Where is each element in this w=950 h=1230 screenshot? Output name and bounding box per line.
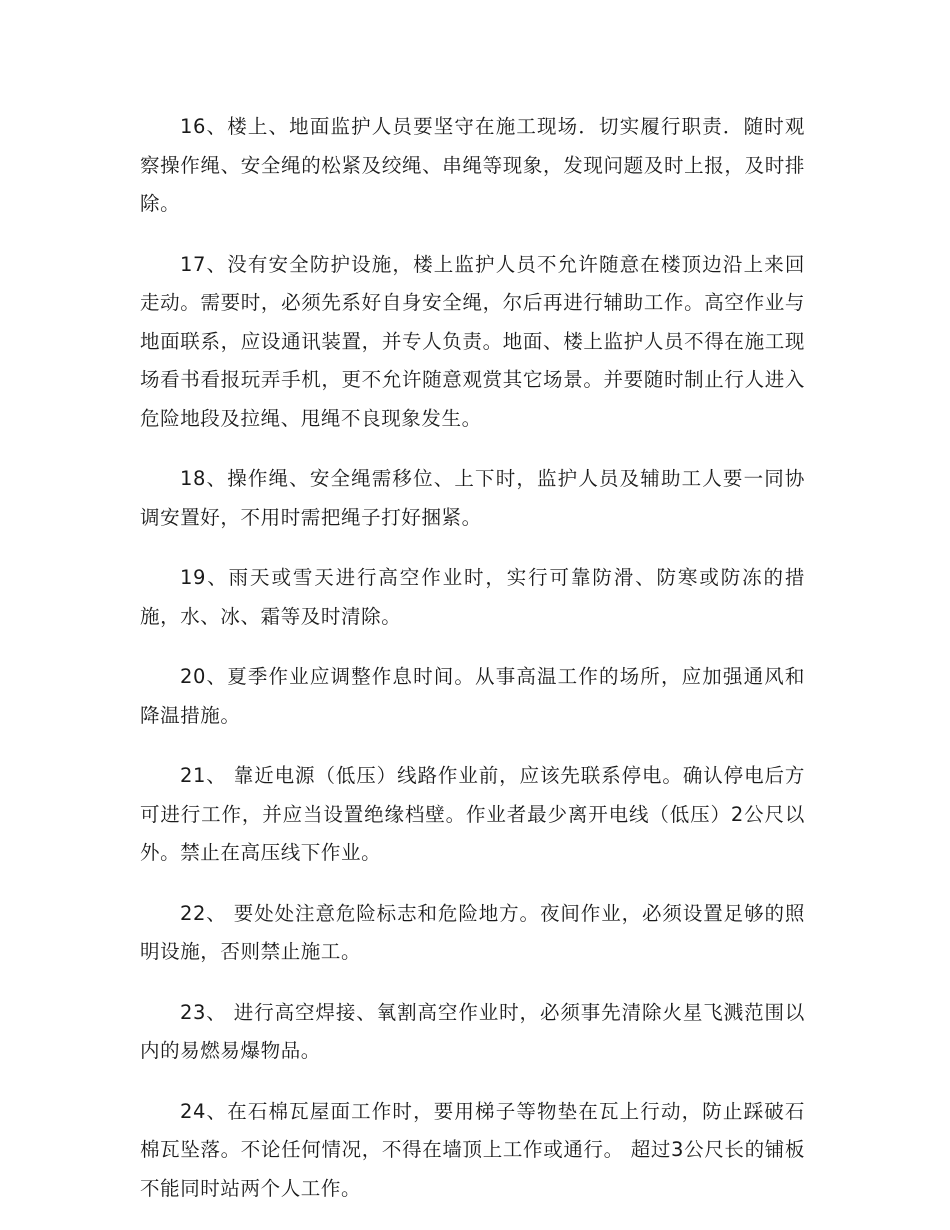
paragraph-17: 17、没有安全防护设施，楼上监护人员不允许随意在楼顶边沿上来回走动。需要时，必须先系好自身安全绳，尔后再进行辅助工作。高空作业与地面联系，应设通讯装置，并专人负责。地面、楼上监护人员不得在施工现场看书看报玩弄手机，更不允许随意观赏其它场景。并要随时制止行人进入危险地段及拉绳、甩绳不良现象发生。 bbox=[140, 252, 805, 430]
paragraph-20: 20、夏季作业应调整作息时间。从事高温工作的场所，应加强通风和降温措施。 bbox=[140, 665, 805, 727]
paragraph-18: 18、操作绳、安全绳需移位、上下时，监护人员及辅助工人要一同协调安置好，不用时需把绳子打好捆紧。 bbox=[140, 467, 805, 529]
paragraph-19: 19、雨天或雪天进行高空作业时，实行可靠防滑、防寒或防冻的措施，水、冰、霜等及时清除。 bbox=[140, 566, 805, 628]
paragraph-21: 21、 靠近电源（低压）线路作业前，应该先联系停电。确认停电后方可进行工作，并应当设置绝缘档壁。作业者最少离开电线（低压）2公尺以外。禁止在高压线下作业。 bbox=[140, 764, 805, 864]
paragraph-22: 22、 要处处注意危险标志和危险地方。夜间作业，必须设置足够的照明设施，否则禁止施工。 bbox=[140, 901, 805, 963]
paragraph-24: 24、在石棉瓦屋面工作时，要用梯子等物垫在瓦上行动，防止踩破石棉瓦坠落。不论任何情况，不得在墙顶上工作或通行。 超过3公尺长的铺板不能同时站两个人工作。 bbox=[140, 1099, 805, 1200]
paragraph-16: 16、楼上、地面监护人员要坚守在施工现场．切实履行职责．随时观察操作绳、安全绳的松紧及绞绳、串绳等现象，发现问题及时上报，及时排除。 bbox=[140, 115, 805, 215]
paragraph-23: 23、 进行高空焊接、氧割高空作业时，必须事先清除火星飞溅范围以内的易燃易爆物品。 bbox=[140, 1000, 805, 1062]
document-body bbox=[140, 108, 805, 1230]
